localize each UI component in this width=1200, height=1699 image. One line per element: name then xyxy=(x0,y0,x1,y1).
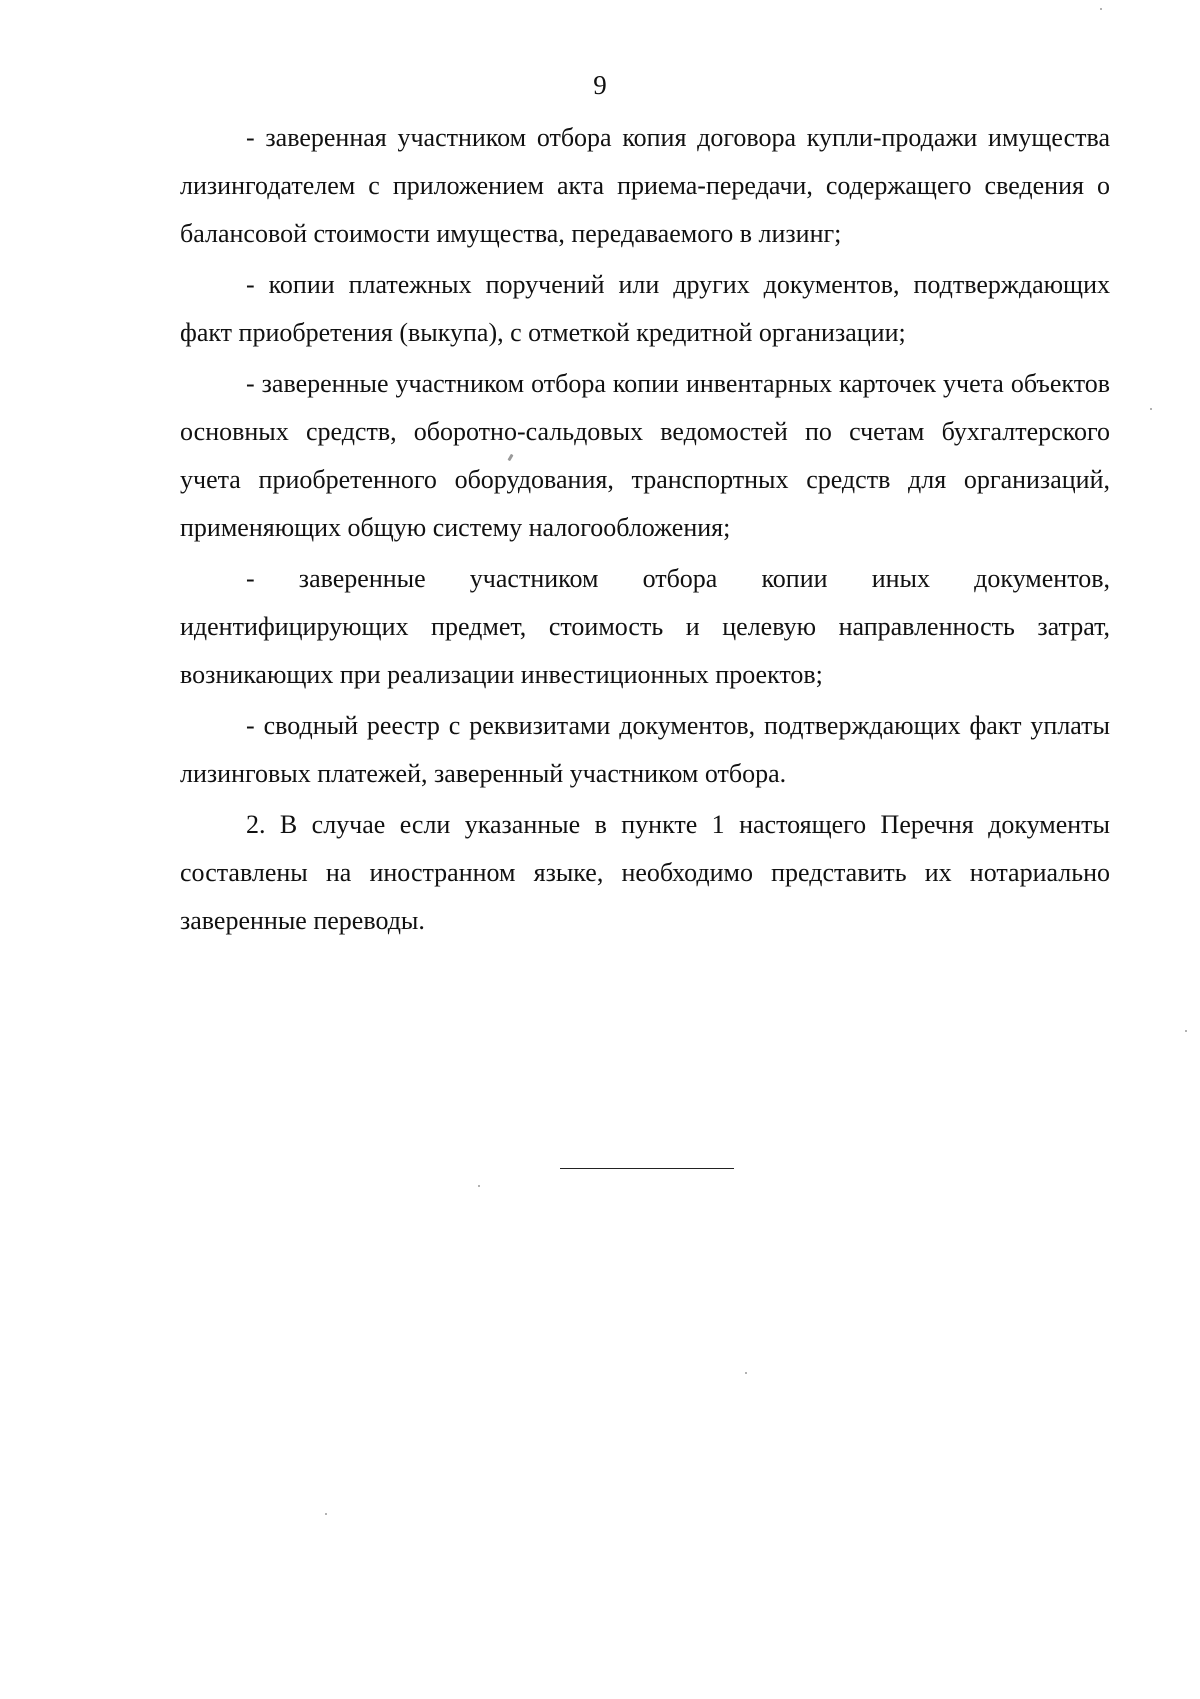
scan-speck xyxy=(1100,8,1102,10)
list-item-inventory-cards: - заверенные участником отбора копии инвентарных карточек учета объектов основных средств, оборотно-сальдовых ведомостей по счетам бухгалтерского учета приобретенного оборудования, транспортных средств для организаций, применяющих общую систему налогообложения; xyxy=(180,369,1110,542)
list-item-payment-orders: - копии платежных поручений или других документов, подтверждающих факт приобретения (выкупа), с отметкой кредитной организации; xyxy=(180,270,1110,347)
scan-speck xyxy=(325,1513,327,1515)
end-separator-line xyxy=(560,1168,734,1169)
scan-speck xyxy=(1150,408,1152,410)
list-item-summary-register: - сводный реестр с реквизитами документов, подтверждающих факт уплаты лизинговых платежей, заверенный участником отбора. xyxy=(180,711,1110,788)
clause-2-foreign-language: 2. В случае если указанные в пункте 1 настоящего Перечня документы составлены на иностранном языке, необходимо представить их нотариально заверенные переводы. xyxy=(180,810,1110,935)
list-item-other-documents: - заверенные участником отбора копии иных документов, идентифицирующих предмет, стоимость и целевую направленность затрат, возникающих при реализации инвестиционных проектов; xyxy=(180,564,1110,689)
page-number: 9 xyxy=(593,70,607,100)
list-item-leasing-contract-copy: - заверенная участником отбора копия договора купли-продажи имущества лизингодателем с приложением акта приема-передачи, содержащего сведения о балансовой стоимости имущества, передаваемого в лизинг; xyxy=(180,123,1110,248)
scan-speck xyxy=(745,1372,747,1374)
scan-speck xyxy=(478,1185,480,1187)
document-body xyxy=(180,114,1110,945)
scan-speck xyxy=(1185,1030,1187,1032)
